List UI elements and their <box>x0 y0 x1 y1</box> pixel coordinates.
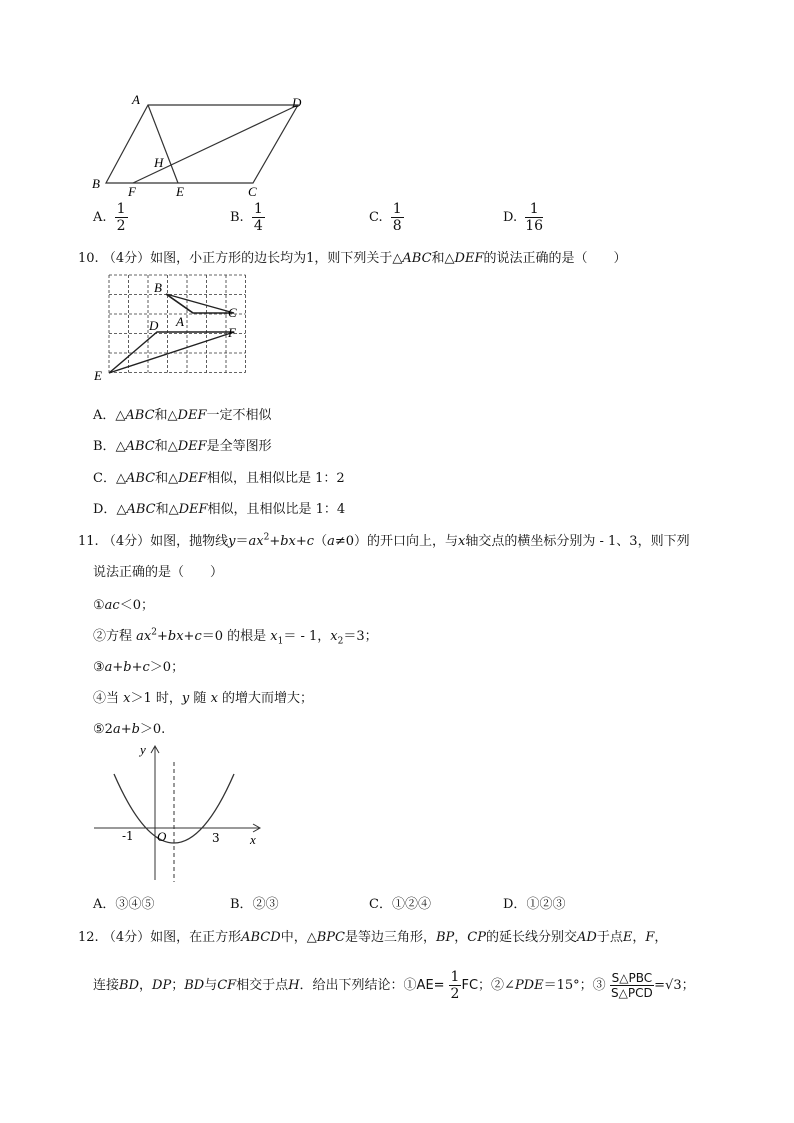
mid: 和△ <box>155 471 179 486</box>
option-letter: B． <box>230 897 253 912</box>
text: ； <box>171 978 185 993</box>
q9-option-b[interactable] <box>230 202 265 233</box>
q9-figure-svg <box>88 92 318 202</box>
label-c: C <box>228 305 237 320</box>
triangle-abc: ABC <box>402 251 432 266</box>
parallelogram-abcd <box>106 105 298 183</box>
option-text: 一定不相似 <box>206 408 272 423</box>
stem-text: 如图，抛物线 <box>150 534 229 549</box>
denominator: 2 <box>116 218 126 234</box>
question-number: 10. <box>78 251 99 266</box>
text: ；②∠ <box>478 978 515 993</box>
tri: ABC <box>125 439 155 454</box>
text: ＜0； <box>119 598 154 613</box>
math: ABCD <box>241 930 281 945</box>
text: 中，△ <box>280 930 317 945</box>
math: CP <box>467 930 486 945</box>
text: 是等边三角形， <box>344 930 436 945</box>
option-letter: C． <box>369 897 392 912</box>
option-letter: A． <box>93 897 116 912</box>
q11-option-b[interactable] <box>230 893 279 912</box>
stem-text: 和△ <box>431 251 455 266</box>
label-b: B <box>154 280 162 295</box>
triangle-abc-shape <box>166 294 234 313</box>
option-text: ②③ <box>252 897 279 912</box>
q10-grid-figure <box>94 272 254 390</box>
math: PDE <box>514 978 544 993</box>
math: H <box>288 978 300 993</box>
q11-stem-line2: 说法正确的是（ ） <box>93 565 224 580</box>
text: ④当 <box>93 691 120 706</box>
denominator: 8 <box>392 218 402 234</box>
mid: 和△ <box>154 408 178 423</box>
triangle-def-shape <box>109 332 234 373</box>
q11-stem: 11. （4分）如图，抛物线$y=ax^2+bx+c(a\ne 0)$的开口向上，与x轴交点的横坐标分别为 - 1、3，则下列 <box>78 532 690 549</box>
denominator: 2 <box>450 986 460 1002</box>
text: ．给出下列结论：① <box>299 978 417 993</box>
label-f: F <box>228 325 236 340</box>
math: BD <box>119 978 139 993</box>
math: a+b <box>112 722 140 737</box>
q11-graph-svg <box>90 740 270 885</box>
label-d: D <box>149 318 159 333</box>
text: ＝0 的根是 <box>201 629 267 644</box>
text: 的延长线分别交 <box>485 930 577 945</box>
denominator: S△PCD <box>611 986 653 1000</box>
tri: DEF <box>177 439 207 454</box>
math: F <box>645 930 655 945</box>
q12-stem-line2: 连接BD，DP；BD与CF相交于点H．给出下列结论：①AE= $\frac{1}{2}$ FC；②∠PDE＝15°；③ $\frac{\text{S△PBC}}{\text{S△PCD}}$ =√3； <box>93 969 695 1002</box>
question-score: （4分） <box>102 251 151 266</box>
label-x: x <box>250 832 256 847</box>
numerator: 1 <box>392 201 402 217</box>
q10-option-c[interactable]: C．△ABC和△DEF相似，且相似比是 1：2 <box>93 471 345 486</box>
math: AE= <box>416 978 445 993</box>
stem-text: （ <box>314 534 328 549</box>
text: 相交于点 <box>236 978 289 993</box>
numerator: 1 <box>116 201 126 217</box>
fraction <box>115 202 128 233</box>
tri: DEF <box>178 471 208 486</box>
label-a: A <box>176 314 184 329</box>
math: DP <box>152 978 172 993</box>
label-origin: O <box>157 829 167 844</box>
label-d: D <box>292 95 302 110</box>
text: ⑤2 <box>93 722 113 737</box>
question-number: 11. <box>78 534 99 549</box>
text: ＝ - 1， <box>283 629 331 644</box>
label-e: E <box>176 184 184 199</box>
option-letter: A． <box>93 408 116 423</box>
option-text: 相似，且相似比是 1：4 <box>207 502 346 517</box>
text: ＞0. <box>139 722 166 737</box>
q12-stem-line1: 12. （4分）如图，在正方形ABCD中，△BPC是等边三角形，BP，CP的延长线分别交AD于点E，F， <box>78 930 668 945</box>
option-letter: B. <box>230 210 244 225</box>
text: ②方程 <box>93 629 133 644</box>
q10-option-b[interactable]: B．△ABC和△DEF是全等图形 <box>93 439 272 454</box>
q9-option-c[interactable] <box>369 202 404 233</box>
text: 的增大而增大； <box>222 691 314 706</box>
q9-option-a[interactable] <box>93 202 128 233</box>
question-number: 12. <box>78 930 99 945</box>
question-score: （4分） <box>102 930 151 945</box>
math: BP <box>435 930 455 945</box>
stem-text: 轴交点的横坐标分别为 - 1、3，则下列 <box>465 534 690 549</box>
q11-parabola-graph <box>90 740 270 885</box>
text: 与 <box>204 978 218 993</box>
tri: ABC <box>125 471 156 486</box>
triangle-def: DEF <box>454 251 484 266</box>
option-text: ①②④ <box>391 897 431 912</box>
segment-ae <box>148 105 178 183</box>
numerator: 1 <box>253 201 263 217</box>
math: FC <box>461 978 479 993</box>
fraction-half <box>449 970 462 1001</box>
q11-option-d[interactable] <box>503 893 565 912</box>
numerator: 1 <box>525 202 543 218</box>
option-text: 是全等图形 <box>206 439 272 454</box>
option-letter: C． <box>93 471 116 486</box>
denominator: 4 <box>253 218 263 234</box>
q9-option-d[interactable] <box>503 202 543 233</box>
segment-df <box>133 105 298 183</box>
text: 如图，在正方形 <box>150 930 242 945</box>
mid: 和△ <box>155 502 179 517</box>
text: 于点 <box>596 930 623 945</box>
math: CF <box>217 978 237 993</box>
option-text: ①②③ <box>526 897 566 912</box>
numerator: 1 <box>450 969 460 985</box>
stem-text: 的说法正确的是（ ） <box>483 251 627 266</box>
text: ＞0； <box>149 660 185 675</box>
q11-statement-2: ②方程 $ax^2+bx+c=0$ 的根是 $x_1= - 1$，$x_2=3$； <box>93 627 378 647</box>
option-text: ③④⑤ <box>115 897 155 912</box>
tri: ABC <box>125 408 155 423</box>
option-letter: D． <box>93 502 117 517</box>
q11-option-c[interactable] <box>369 893 431 912</box>
fraction <box>525 202 543 233</box>
num: ③ <box>93 660 105 675</box>
math: a+b+c <box>104 660 150 675</box>
q11-statement-5 <box>93 718 165 737</box>
text: =√3； <box>654 978 695 993</box>
label-f: F <box>128 184 136 199</box>
q11-statement-1 <box>93 594 154 613</box>
q10-figure-svg <box>94 272 254 390</box>
text: 随 <box>193 691 207 706</box>
mid: 和△ <box>154 439 178 454</box>
fraction-area-ratio <box>610 972 654 999</box>
q11-statement-4: ④当 x＞1 时，y 随 x 的增大而增大； <box>93 691 314 706</box>
label-a: A <box>132 92 140 107</box>
label-h: H <box>154 155 164 170</box>
q10-option-a[interactable]: A．△ABC和△DEF一定不相似 <box>93 408 272 423</box>
stem-text: 如图，小正方形的边长均为1，则下列关于△ <box>150 251 403 266</box>
q9-parallelogram-figure <box>88 92 318 202</box>
option-letter: D. <box>503 210 518 225</box>
label-neg1: -1 <box>122 829 134 843</box>
tri: DEF <box>177 408 207 423</box>
text: ＞1 时， <box>130 691 182 706</box>
text: ＝3； <box>343 629 378 644</box>
option-letter: C. <box>369 210 383 225</box>
q10-option-d[interactable]: D．△ABC和△DEF相似，且相似比是 1：4 <box>93 502 346 517</box>
question-score: （4分） <box>102 534 151 549</box>
text: ， <box>654 930 668 945</box>
label-c: C <box>248 184 257 199</box>
label-e: E <box>94 368 102 383</box>
label-3: 3 <box>212 831 220 845</box>
q10-stem <box>78 247 626 266</box>
fraction <box>391 202 404 233</box>
math: AD <box>577 930 597 945</box>
option-text: 相似，且相似比是 1：2 <box>207 471 345 486</box>
option-letter: D． <box>503 897 527 912</box>
tri: ABC <box>126 502 156 517</box>
option-letter: B． <box>93 439 116 454</box>
math: BPC <box>316 930 345 945</box>
num: ① <box>93 598 105 613</box>
math: ac <box>104 598 120 613</box>
text: 连接 <box>93 978 120 993</box>
math: E <box>622 930 633 945</box>
text: ＝15°；③ <box>543 978 606 993</box>
text: ， <box>454 930 468 945</box>
q11-statement-3 <box>93 656 184 675</box>
tri: DEF <box>178 502 208 517</box>
stem-text: ≠0）的开口向上，与 <box>334 534 459 549</box>
seg <box>166 294 193 313</box>
numerator: S△PBC <box>611 971 653 985</box>
q11-option-a[interactable] <box>93 893 154 912</box>
label-y: y <box>140 742 146 757</box>
denominator: 16 <box>525 218 544 234</box>
label-b: B <box>92 176 100 191</box>
option-letter: A. <box>93 210 107 225</box>
fraction <box>252 202 265 233</box>
